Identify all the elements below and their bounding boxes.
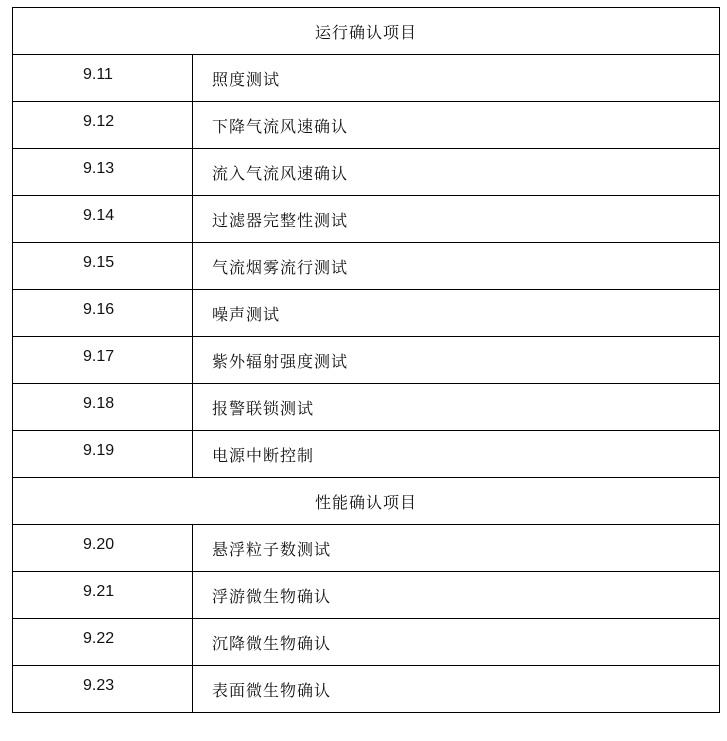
item-name: 照度测试: [193, 55, 720, 102]
item-number: 9.12: [13, 102, 193, 149]
table-row: [13, 149, 720, 196]
item-name: 下降气流风速确认: [193, 102, 720, 149]
item-number: 9.17: [13, 337, 193, 384]
section-title-operational: 运行确认项目: [13, 8, 720, 55]
table-row: [13, 384, 720, 431]
table-row: [13, 102, 720, 149]
item-number: 9.16: [13, 290, 193, 337]
item-name: 流入气流风速确认: [193, 149, 720, 196]
test-items-table: [12, 7, 720, 713]
table-row: [13, 290, 720, 337]
item-name: 气流烟雾流行测试: [193, 243, 720, 290]
item-number: 9.18: [13, 384, 193, 431]
item-number: 9.23: [13, 666, 193, 713]
table-row: [13, 196, 720, 243]
item-number: 9.13: [13, 149, 193, 196]
table-row: [13, 525, 720, 572]
item-number: 9.19: [13, 431, 193, 478]
table-row: [13, 619, 720, 666]
item-number: 9.11: [13, 55, 193, 102]
section-header-row: [13, 478, 720, 525]
item-number: 9.14: [13, 196, 193, 243]
table-row: [13, 431, 720, 478]
table-row: [13, 666, 720, 713]
table-row: [13, 55, 720, 102]
item-name: 浮游微生物确认: [193, 572, 720, 619]
table-row: [13, 243, 720, 290]
section-header-row: [13, 8, 720, 55]
item-name: 表面微生物确认: [193, 666, 720, 713]
item-name: 噪声测试: [193, 290, 720, 337]
table-row: [13, 337, 720, 384]
item-number: 9.15: [13, 243, 193, 290]
item-number: 9.20: [13, 525, 193, 572]
item-name: 电源中断控制: [193, 431, 720, 478]
item-name: 悬浮粒子数测试: [193, 525, 720, 572]
table-row: [13, 572, 720, 619]
item-name: 紫外辐射强度测试: [193, 337, 720, 384]
item-number: 9.22: [13, 619, 193, 666]
item-name: 报警联锁测试: [193, 384, 720, 431]
section-title-performance: 性能确认项目: [13, 478, 720, 525]
item-number: 9.21: [13, 572, 193, 619]
item-name: 沉降微生物确认: [193, 619, 720, 666]
item-name: 过滤器完整性测试: [193, 196, 720, 243]
